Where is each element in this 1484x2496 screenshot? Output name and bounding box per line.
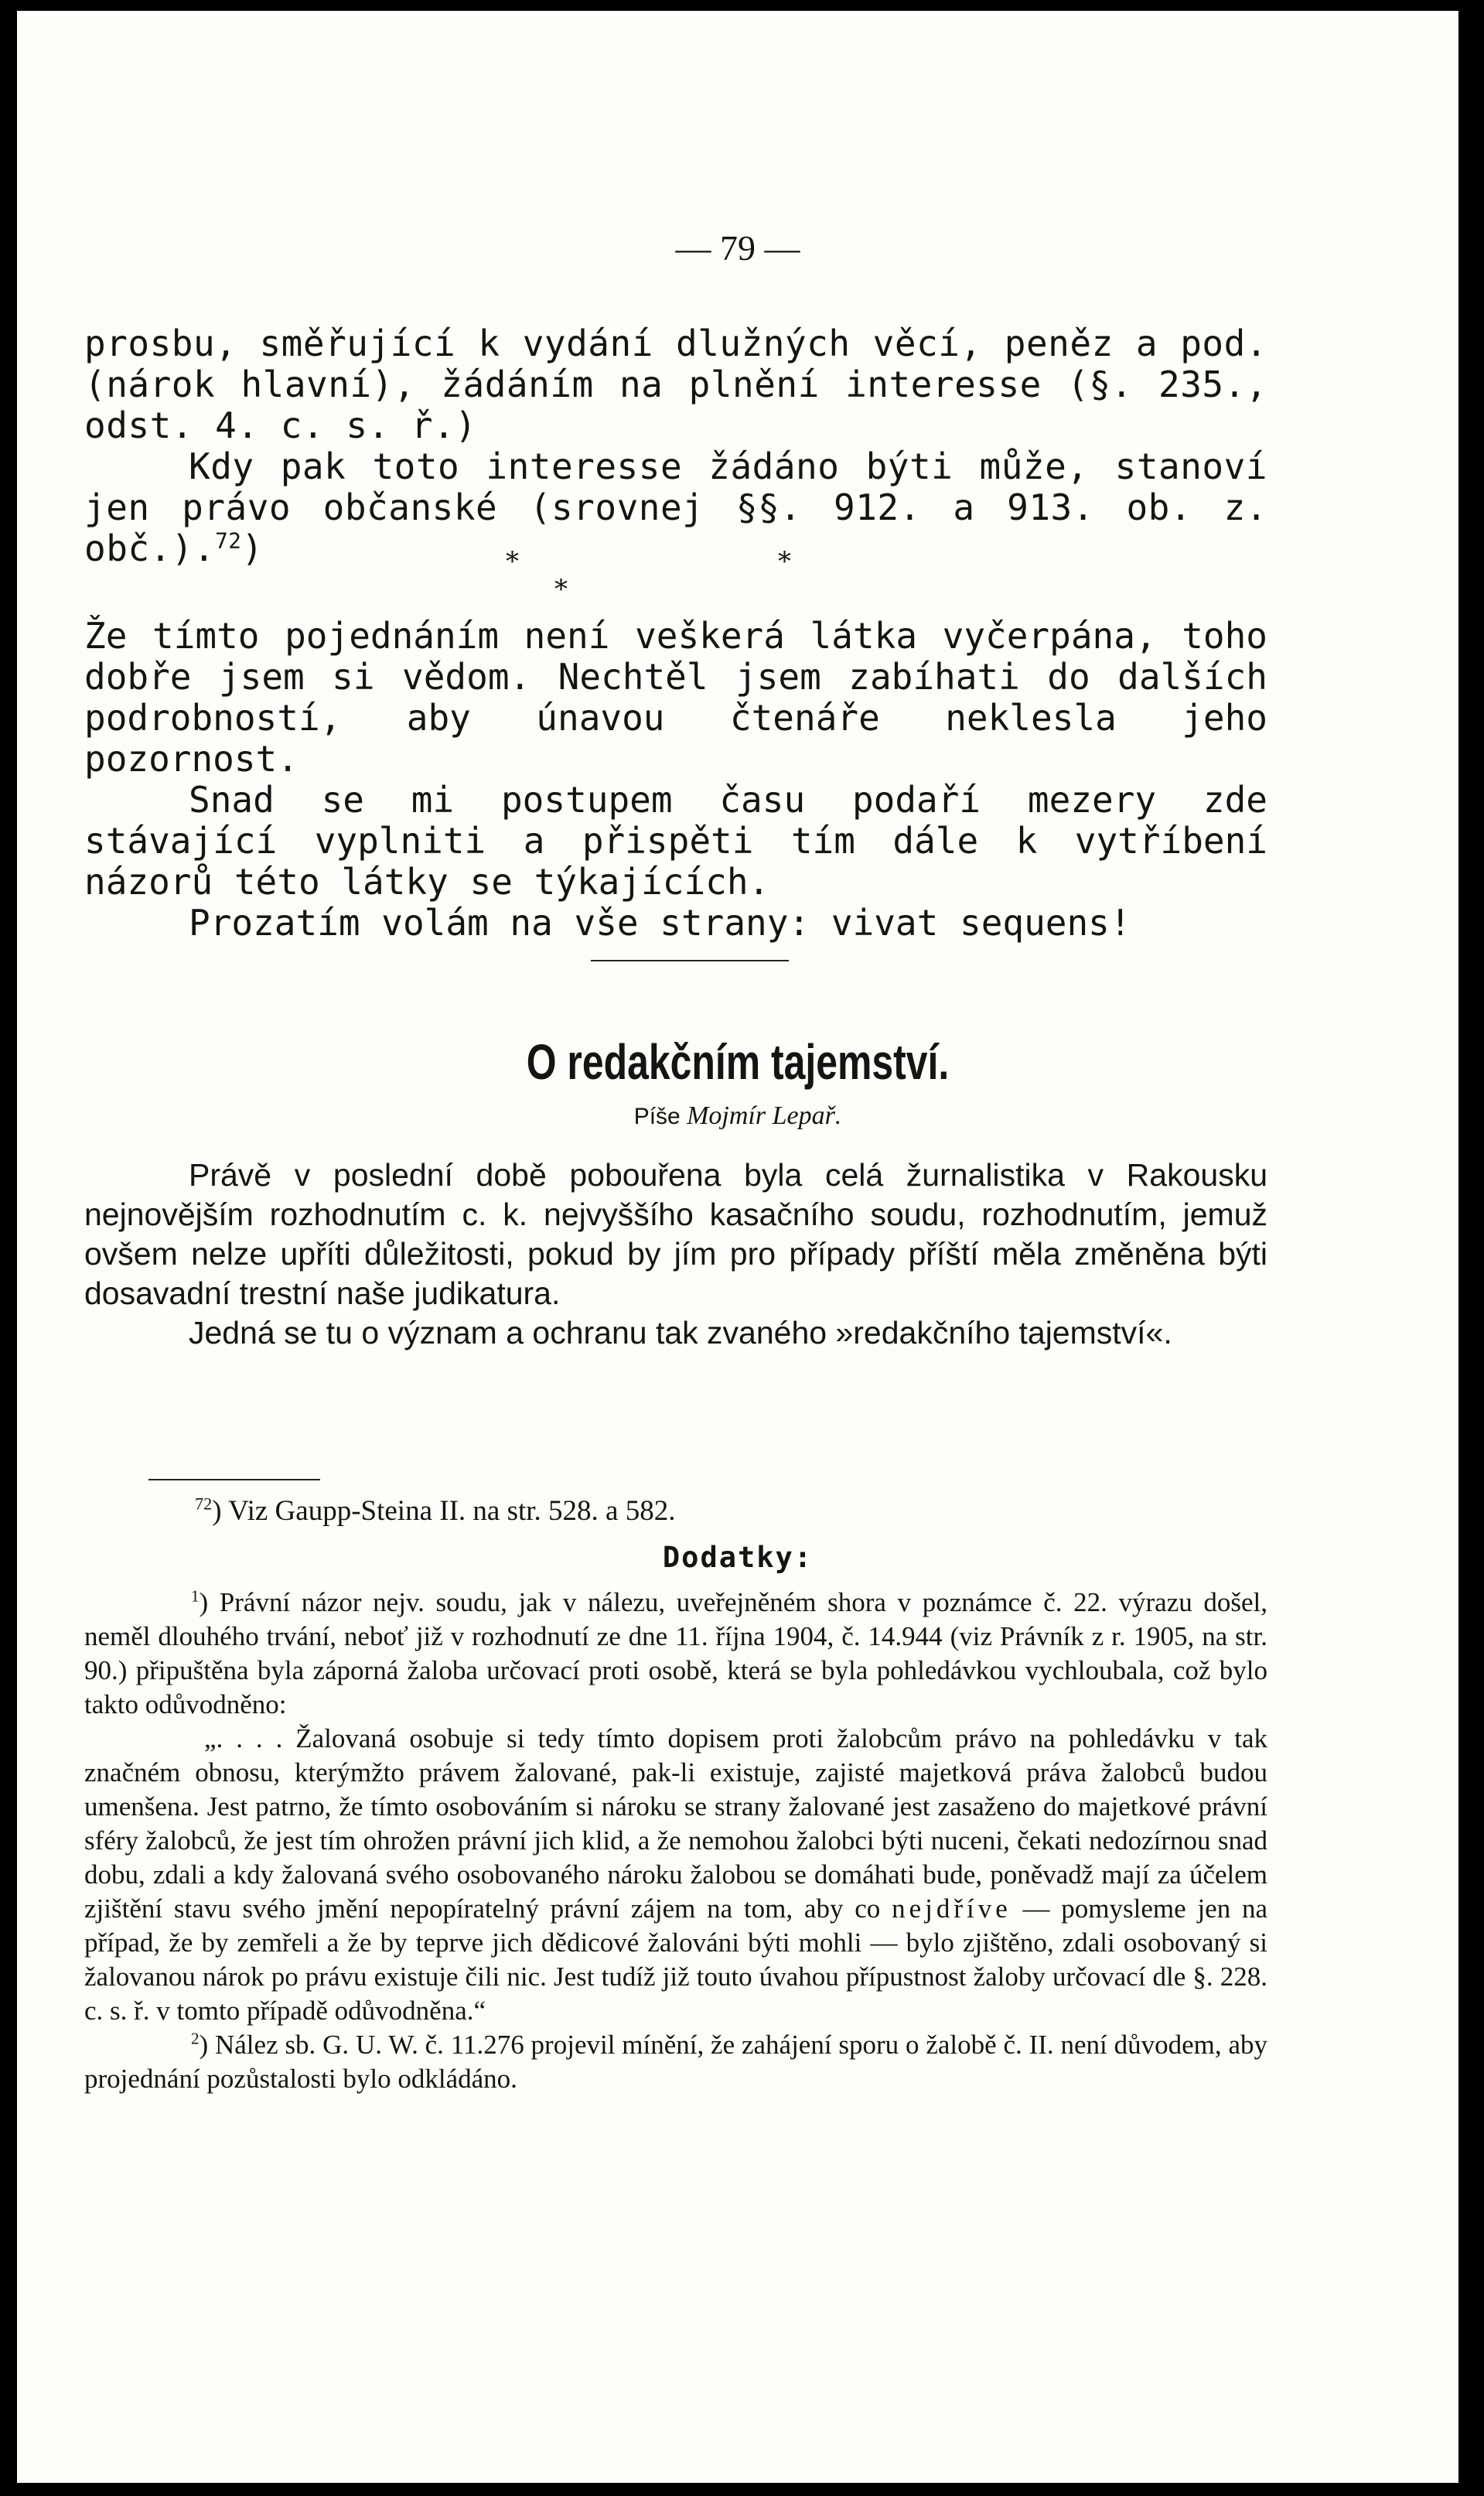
- footnote-divider: [148, 1479, 320, 1480]
- section-continuation: [84, 323, 1267, 569]
- star-right: *: [778, 546, 791, 577]
- quote-part-1: „. . . . Žalovaná osobuje si tedy tímto dopisem proti žalobcům právo na pohledávku v tak značném obnosu, kterýmžto právem žalované, pak-li existuje, zajisté majetková práva žalobců budou umenšena. Jest patrno, že tímto osobováním si nároku se strany žalované jest zasaženo do majetkové právní sféry žalobců, že jest tím ohrožen právní jich klid, a že nemohou žalobci býti nuceni, čekati nedozírnou snad dobu, zdali a kdy žalovaná svého osobovaného nároku žalobou se domáhati bude, poněvadž mají za účelem zjištění stavu svého jmění nepopíratelný právní zájem na tom, aby co: [84, 1723, 1267, 1924]
- star-middle: *: [554, 574, 568, 605]
- addenda-notes: [84, 1586, 1267, 2096]
- quote-part-2: — pomysleme jen na případ, že by zemřeli a že by teprve jich dědicové žalováni býti mohli — bylo zjištěno, zdali osobovaný si žalovanou nárok po právu existuje čili nic. Jest tudíž již touto úvahou přípustnost žaloby určovací dle §. 228. c. s. ř. v tomto případě odůvodněna.“: [84, 1893, 1268, 2026]
- addendum-quote: [84, 1722, 1267, 2028]
- dodatky-heading: Dodatky:: [662, 1541, 814, 1574]
- addendum-note-1: $^1$) Právní názor nejv. soudu, jak v nálezu, uveřejněném shora v poznámce č. 22. výrazu došel, neměl dlouhého trvání, neboť již v rozhodnutí ze dne 11. října 1904, č. 14.944 (viz Právník z r. 1905, na str. 90.) připuštěna byla záporná žaloba určovací proti osobě, která se byla pohledávkou vychloubala, což bylo takto odůvodněno:: [84, 1586, 1268, 1719]
- footnote-72: $^{72}$) Viz Gaupp-Steina II. na str. 528. a 582.: [195, 1494, 676, 1527]
- page-number: — 79 —: [675, 228, 800, 268]
- paragraph-closing-2: Snad se mi postupem času podaří mezery zde stávající vyplniti a přispěti tím dále k vytříbení názorů této látky se týkajících.: [84, 779, 1267, 903]
- article-body: [84, 1156, 1267, 1353]
- quote-spaced-word: nejdříve: [892, 1893, 1012, 1924]
- section-stars: [17, 546, 1458, 605]
- article-byline: [17, 1101, 1458, 1131]
- paragraph-interesse: Kdy pak toto interesse žádáno býti může, stanoví jen právo občanské (srovnej §§. 912. a 913. ob. z. obč.).$^{72}$): [84, 446, 1267, 569]
- addendum-note-2: $^2$) Nález sb. G. U. W. č. 11.276 projevil mínění, že zahájení sporu o žalobě č. II. není důvodem, aby projednání pozůstalosti bylo odkládáno.: [84, 2029, 1267, 2094]
- article-paragraph-2: Jedná se tu o význam a ochranu tak zvaného »redakčního tajemství«.: [189, 1315, 1172, 1350]
- star-left: *: [506, 546, 519, 577]
- article-title: O redakčním tajemství.: [526, 1034, 950, 1090]
- byline-prefix: Píše: [633, 1104, 681, 1129]
- paragraph-closing-3: Prozatím volám na vše strany: vivat sequens!: [189, 902, 1131, 944]
- paragraph-prosbu: prosbu, směřující k vydání dlužných věcí, peněz a pod. (nárok hlavní), žádáním na plnění interesse (§. 235., odst. 4. c. s. ř.): [84, 323, 1267, 446]
- article-paragraph-1: Právě v poslední době pobouřena byla celá žurnalistika v Rakousku nejnovějším rozhodnutím c. k. nejvyššího kasačního soudu, rozhodnutím, jemuž ovšem nelze upříti důležitosti, pokud by jím pro případy příští měla změněna býti dosavadní trestní naše judikatura.: [84, 1157, 1267, 1311]
- addendum-note-1-text: Právní názor nejv. soudu, jak v nálezu, uveřejněném shora v poznámce č. 22. výrazu došel, neměl dlouhého trvání, neboť již v rozhodnutí ze dne 11. října 1904, č. 14.944 (viz Právník z r. 1905, na str. 90.) připuštěna byla záporná žaloba určovací proti osobě, která se byla pohledávkou vychloubala, což bylo takto odůvodněno:: [84, 1587, 1268, 1719]
- footnote-72-text: Viz Gaupp-Steina II. na str. 528. a 582.: [228, 1495, 676, 1527]
- section-divider: [591, 960, 789, 961]
- document-page: [17, 11, 1458, 2483]
- addendum-note-2-text: Nález sb. G. U. W. č. 11.276 projevil mínění, že zahájení sporu o žalobě č. II. není důvodem, aby projednání pozůstalosti bylo odkládáno.: [84, 2030, 1267, 2094]
- footnote-ref-72: 72: [215, 528, 242, 554]
- section-closing: [84, 616, 1267, 944]
- paragraph-closing-1: Že tímto pojednáním není veškerá látka vyčerpána, toho dobře jsem si vědom. Nechtěl jsem zabíhati do dalších podrobností, aby únavou čtenáře neklesla jeho pozornost.: [84, 615, 1267, 780]
- footnote-72-mark: 72: [195, 1494, 213, 1514]
- author-name: Mojmír Lepař.: [687, 1101, 842, 1130]
- paragraph-interesse-text: Kdy pak toto interesse žádáno býti může, stanoví jen právo občanské (srovnej §§. 912. a 913. ob. z. obč.).: [84, 446, 1267, 569]
